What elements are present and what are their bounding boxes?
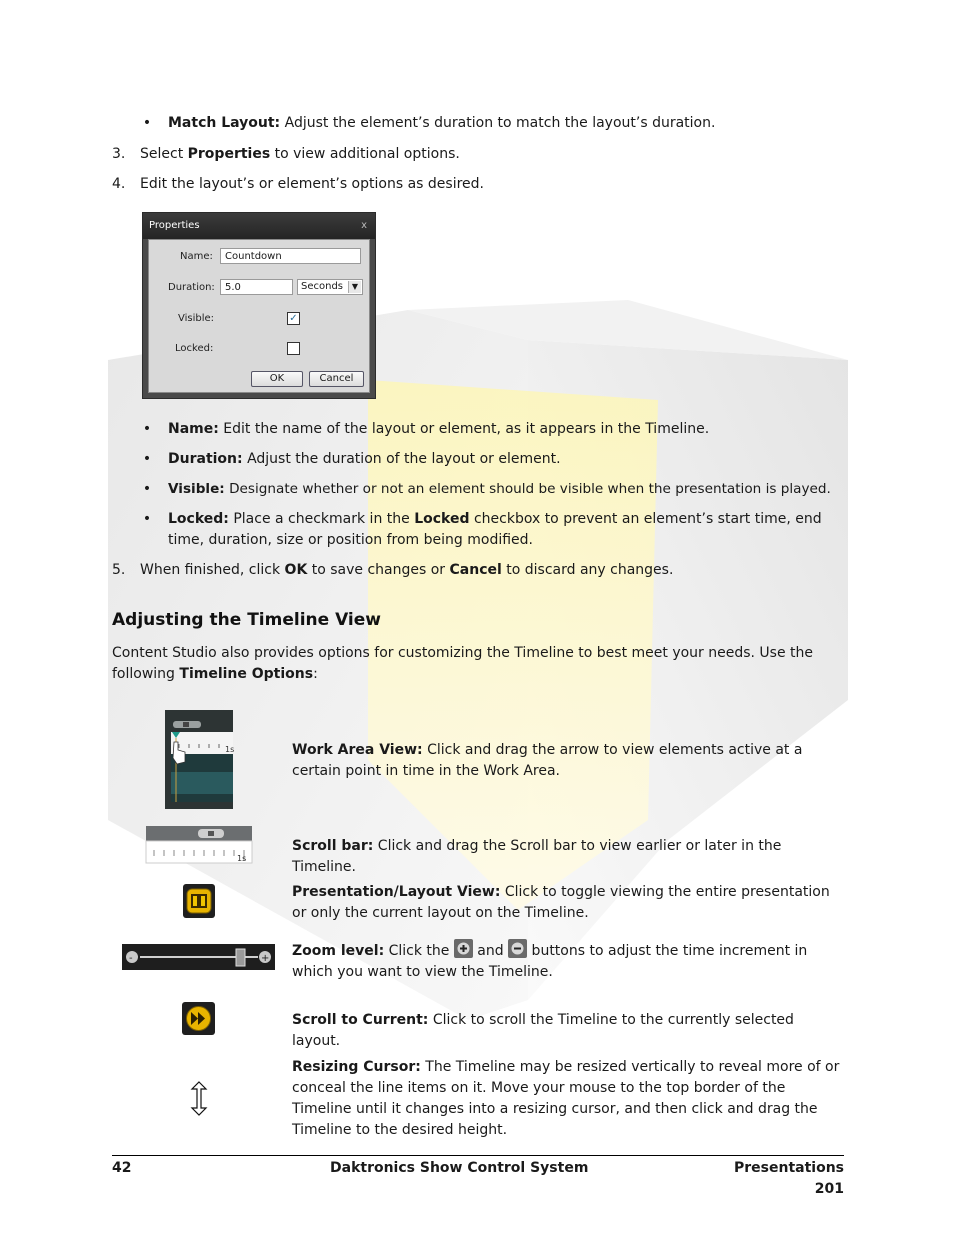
- option-text: Click and drag the arrow to view elements active at a certain point in time in the Work Area.: [292, 742, 803, 779]
- option-text: buttons to adjust the time increment in which you want to view the Timeline.: [292, 943, 808, 980]
- option-text: Click and drag the Scroll bar to view earlier or later in the Timeline.: [292, 838, 782, 875]
- step-3: [112, 144, 852, 165]
- option-work-area-view: [292, 740, 844, 782]
- name-label: Name:: [180, 251, 213, 262]
- bullet-text: checkbox to prevent an element’s start time, end time, duration, size or position from being modified.: [168, 511, 822, 548]
- zoom-minus-label: -: [129, 953, 133, 964]
- intro-bold: Timeline Options: [179, 666, 314, 682]
- intro-text: :: [313, 666, 318, 682]
- scroll-bar-tick-label: 1s: [237, 854, 247, 863]
- step-text: Select: [140, 146, 188, 162]
- option-label: Scroll to Current:: [292, 1012, 429, 1028]
- option-label: Presentation/Layout View:: [292, 884, 501, 900]
- option-presentation-layout-view: [292, 882, 844, 924]
- work-area-view-icon: [165, 710, 233, 809]
- duration-field[interactable]: 5.0: [220, 279, 293, 295]
- footer-right: Presentations 201: [733, 1160, 844, 1197]
- section-heading: Adjusting the Timeline View: [112, 610, 381, 630]
- section-intro: [112, 643, 844, 685]
- zoom-slider-icon[interactable]: [122, 944, 275, 970]
- locked-label: Locked:: [175, 343, 214, 354]
- bullet-dot: •: [142, 115, 152, 131]
- bullet-dot: •: [142, 481, 152, 497]
- option-text: Click the: [384, 943, 454, 959]
- visible-label: Visible:: [178, 313, 215, 324]
- bullet-text: Designate whether or not an element should be visible when the presentation is played.: [224, 481, 831, 497]
- footer-divider: [112, 1155, 844, 1156]
- bullet-duration: [140, 449, 840, 470]
- step-text: to save changes or: [307, 562, 450, 578]
- locked-checkbox[interactable]: [287, 342, 300, 355]
- step-4: [112, 174, 852, 195]
- footer-center: Daktronics Show Control System: [330, 1160, 589, 1176]
- step-5: [112, 560, 852, 581]
- step-text: to view additional options.: [270, 146, 460, 162]
- option-text: The Timeline may be resized vertically to reveal more of or conceal the line items on it. Move your mouse to the top border of the Timeline until it changes into a resizing cursor, and then click and drag the Timeline to the desired height.: [292, 1059, 840, 1138]
- bullet-text: Edit the name of the layout or element, as it appears in the Timeline.: [218, 421, 710, 437]
- bullet-name: [140, 419, 840, 440]
- dialog-titlebar: [143, 213, 375, 239]
- duration-unit-value: Seconds: [301, 281, 344, 292]
- option-scroll-bar: [292, 836, 844, 878]
- scroll-to-current-icon[interactable]: [182, 1002, 215, 1035]
- bullet-label: Name:: [168, 421, 219, 437]
- ok-button[interactable]: OK: [251, 371, 303, 387]
- bullet-label: Duration:: [168, 451, 243, 467]
- bullet-visible: [140, 479, 840, 500]
- resize-cursor-icon: [190, 1081, 208, 1116]
- bullet-text: Place a checkmark in the: [228, 511, 415, 527]
- option-label: Resizing Cursor:: [292, 1059, 421, 1075]
- option-scroll-to-current: [292, 1010, 844, 1052]
- bullet-dot: •: [142, 421, 152, 437]
- zoom-plus-label: +: [261, 953, 270, 964]
- presentation-layout-view-icon[interactable]: [183, 884, 215, 918]
- bullet-label: Match Layout:: [168, 115, 281, 131]
- bullet-dot: •: [142, 451, 152, 467]
- zoom-out-icon[interactable]: [508, 939, 527, 958]
- step-text: When finished, click: [140, 562, 285, 578]
- option-label: Work Area View:: [292, 742, 423, 758]
- close-icon[interactable]: x: [361, 220, 367, 231]
- bullet-text: Adjust the duration of the layout or element.: [242, 451, 561, 467]
- work-area-tick-label: 1s: [225, 745, 235, 754]
- dialog-body: [148, 239, 370, 393]
- scroll-bar-icon: [146, 826, 252, 863]
- bullet-label: Visible:: [168, 481, 225, 497]
- properties-dialog: [142, 212, 376, 399]
- bullet-label: Locked:: [168, 511, 229, 527]
- bullet-dot: •: [142, 511, 152, 527]
- intro-text: Content Studio also provides options for customizing the Timeline to best meet your needs. Use the following: [112, 645, 814, 682]
- option-text: and: [472, 943, 509, 959]
- step-number: 5.: [112, 562, 126, 578]
- step-number: 3.: [112, 146, 126, 162]
- duration-label: Duration:: [168, 282, 215, 293]
- visible-checkbox[interactable]: ✓: [287, 312, 300, 325]
- page-number: 42: [112, 1160, 132, 1176]
- option-label: Zoom level:: [292, 943, 385, 959]
- option-text: Click to toggle viewing the entire presentation or only the current layout on the Timeline.: [292, 884, 830, 921]
- bullet-bold: Locked: [414, 511, 470, 527]
- chevron-down-icon: ▼: [348, 281, 361, 293]
- name-field[interactable]: Countdown: [220, 248, 361, 264]
- bullet-match-layout: [140, 113, 840, 134]
- zoom-in-icon[interactable]: [454, 939, 473, 958]
- cancel-button[interactable]: Cancel: [309, 371, 364, 387]
- bullet-locked: [140, 509, 840, 551]
- step-number: 4.: [112, 176, 126, 192]
- option-text: Click to scroll the Timeline to the currently selected layout.: [292, 1012, 794, 1049]
- dialog-title: Properties: [149, 220, 200, 231]
- duration-unit-select[interactable]: [297, 279, 363, 295]
- step-bold: OK: [284, 562, 308, 578]
- option-zoom-level: [292, 939, 844, 983]
- step-text: Edit the layout’s or element’s options as desired.: [140, 176, 484, 192]
- option-resizing-cursor: [292, 1057, 844, 1141]
- step-bold: Properties: [187, 146, 271, 162]
- step-bold: Cancel: [449, 562, 502, 578]
- option-label: Scroll bar:: [292, 838, 374, 854]
- step-text: to discard any changes.: [501, 562, 674, 578]
- bullet-text: Adjust the element’s duration to match the layout’s duration.: [280, 115, 716, 131]
